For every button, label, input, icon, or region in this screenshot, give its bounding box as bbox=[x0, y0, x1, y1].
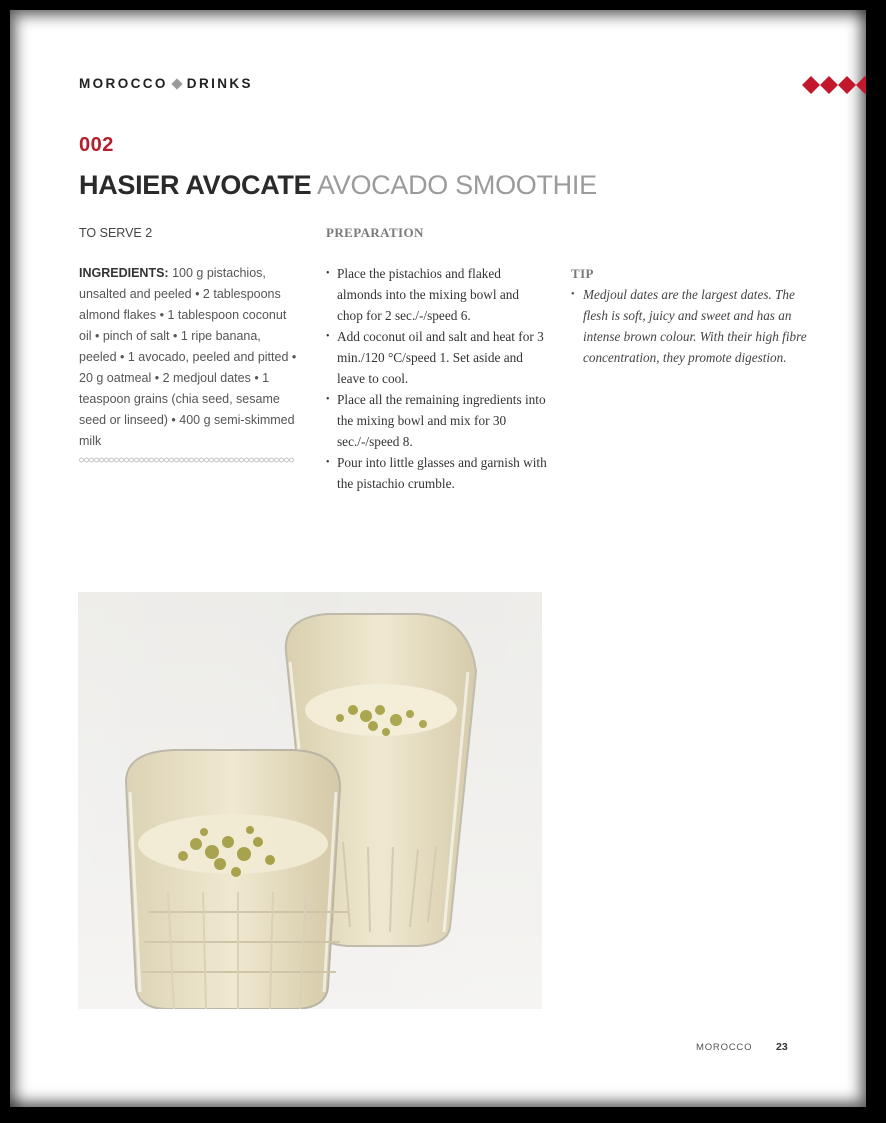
prep-step: • Place all the remaining ingredients into the mixing bowl and mix for 30 sec./-/speed 8. bbox=[326, 389, 548, 452]
recipe-title-sub: AVOCADO SMOOTHIE bbox=[317, 170, 597, 200]
smoothie-photo bbox=[78, 592, 542, 1009]
page-number: 23 bbox=[776, 1041, 788, 1053]
diamond-separator-icon bbox=[171, 78, 182, 89]
ingredients-text: 100 g pistachios, unsalted and peeled • 2 tablespoons almond flakes • 1 tablespoon coconut oil • pinch of salt • 1 ripe banana, peeled • 1 avocado, peeled and pitted • 20 g oatmeal • 2 medjoul dates • 1 teaspoon grains (chia seed, sesame seed or linseed) • 400 g semi-skimmed milk bbox=[79, 266, 297, 448]
smoothie-glasses-illustration bbox=[78, 592, 542, 1009]
section-header bbox=[79, 76, 253, 91]
tip-text: • Medjoul dates are the largest dates. The flesh is soft, juicy and sweet and has an intense brown colour. With their high fibre concentration, they promote digestion. bbox=[571, 284, 808, 368]
preparation-steps bbox=[326, 263, 548, 494]
ingredients-block bbox=[79, 263, 299, 452]
recipe-title bbox=[79, 170, 597, 201]
prep-step: • Add coconut oil and salt and heat for 3 min./120 °C/speed 1. Set aside and leave to cool. bbox=[326, 326, 548, 389]
header-section: MOROCCO bbox=[79, 76, 168, 91]
diamond-ornament-icon bbox=[802, 76, 866, 94]
preparation-heading: PREPARATION bbox=[326, 225, 424, 240]
page bbox=[10, 10, 866, 1107]
tip-heading: TIP bbox=[571, 266, 594, 281]
wavy-divider-icon bbox=[79, 456, 297, 464]
prep-step: • Place the pistachios and flaked almonds into the mixing bowl and chop for 2 sec./-/speed 6. bbox=[326, 263, 548, 326]
header-category: DRINKS bbox=[186, 76, 253, 91]
ingredients-label: INGREDIENTS: bbox=[79, 266, 169, 280]
recipe-title-main: HASIER AVOCATE bbox=[79, 170, 312, 200]
recipe-number: 002 bbox=[79, 134, 114, 156]
footer-section: MOROCCO bbox=[696, 1042, 753, 1053]
serving-size: TO SERVE 2 bbox=[79, 226, 153, 240]
prep-step: • Pour into little glasses and garnish with the pistachio crumble. bbox=[326, 452, 548, 494]
